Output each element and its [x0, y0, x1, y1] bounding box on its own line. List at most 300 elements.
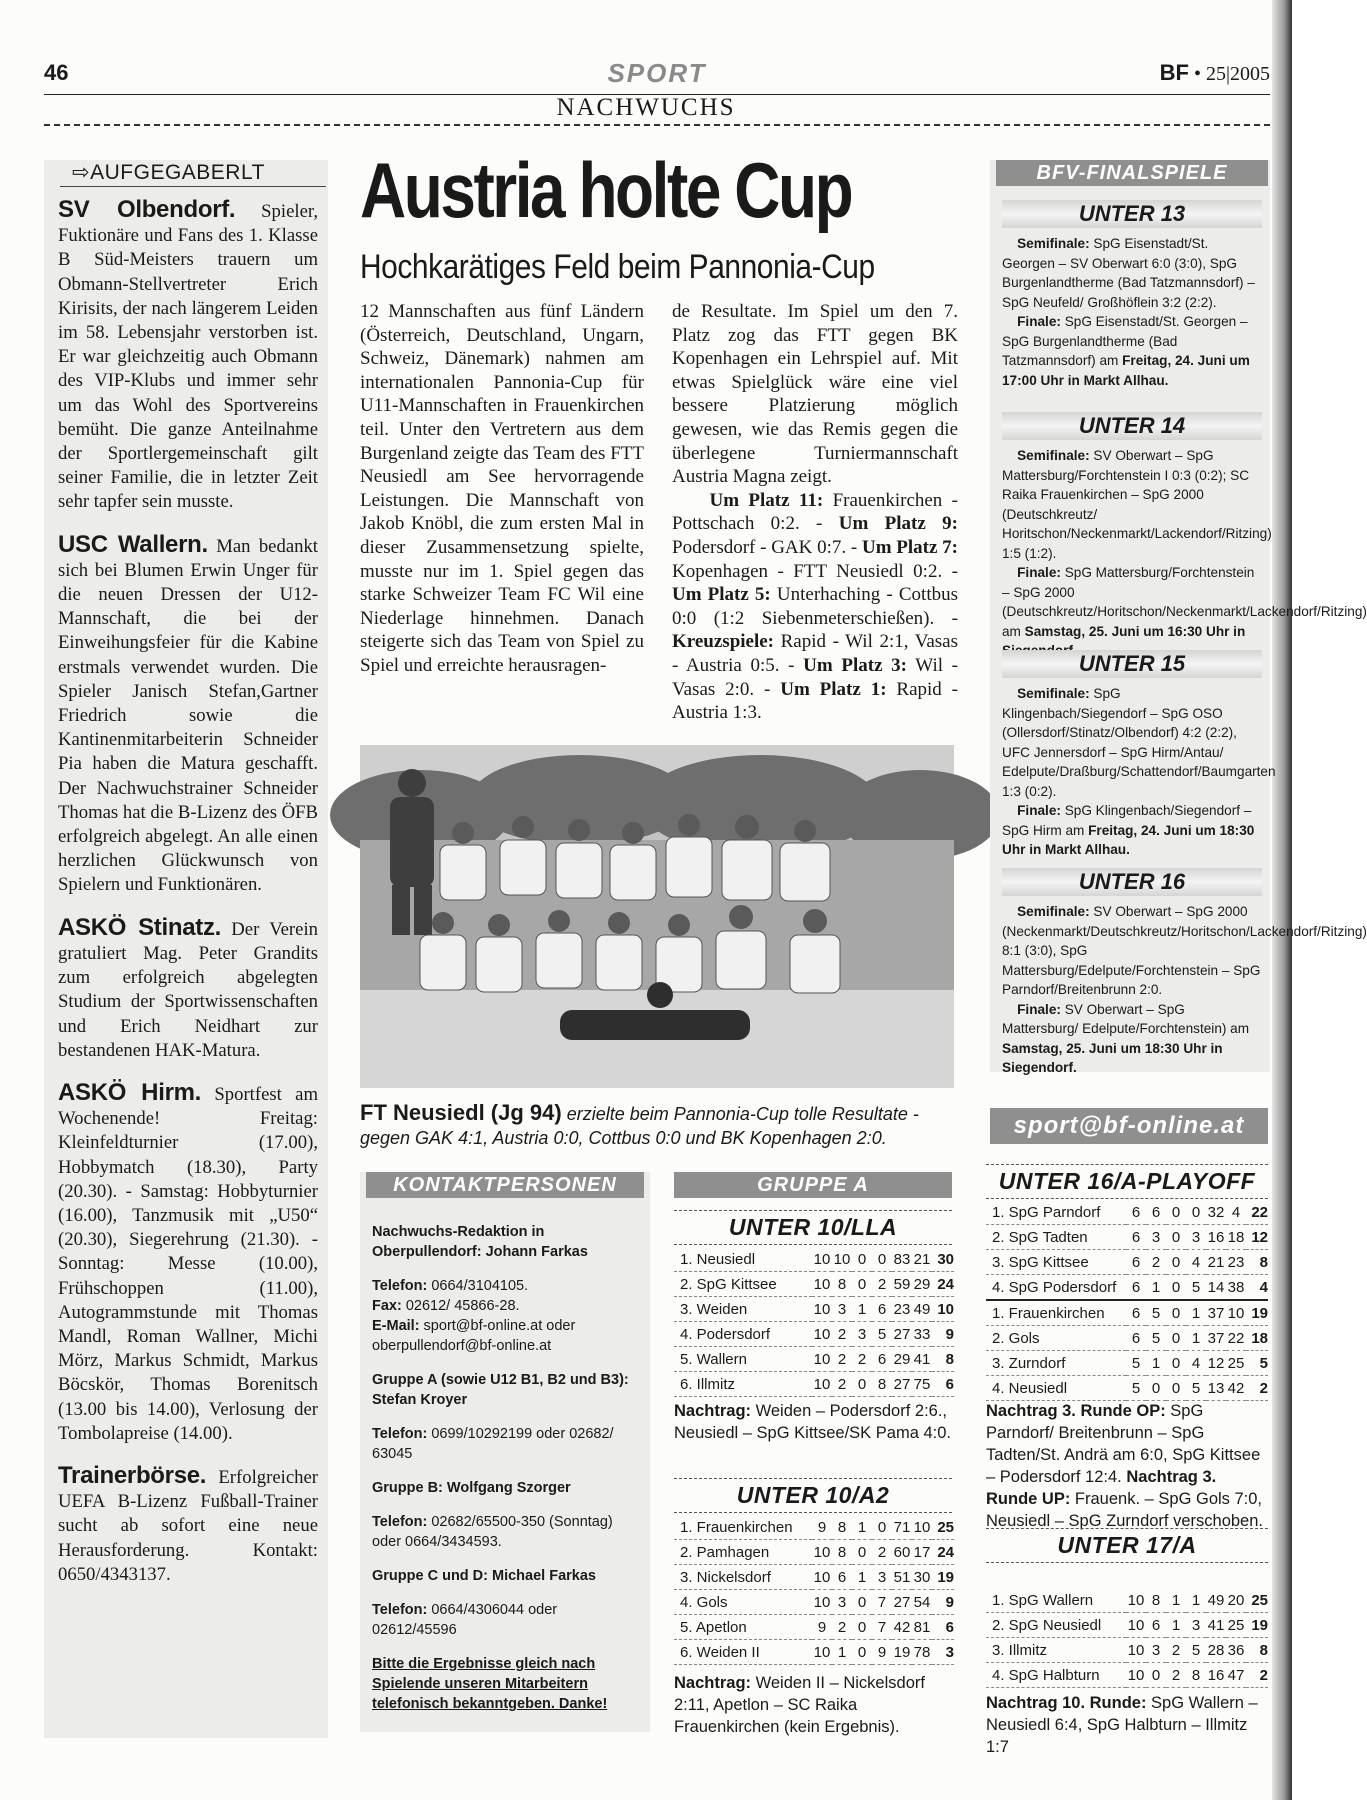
contact-block [372, 1600, 642, 1640]
table-row [674, 1372, 954, 1397]
stat-cell: 23 [892, 1297, 912, 1322]
u10lla-table [674, 1247, 954, 1397]
stat-cell: 8 [832, 1272, 852, 1297]
contact-value: 0664/3104105. [427, 1278, 529, 1294]
points-cell: 6 [932, 1372, 954, 1397]
points-cell: 19 [1246, 1613, 1268, 1638]
column-title-rule [60, 186, 326, 187]
final-date: Samstag, 25. Juni um 16:30 Uhr in [1024, 623, 1246, 639]
playoff-table [986, 1200, 1268, 1401]
stat-cell: 41 [912, 1347, 932, 1372]
table-row [674, 1540, 954, 1565]
team-name: 1. SpG Wallern [986, 1588, 1126, 1613]
stat-cell: 38 [1226, 1275, 1246, 1301]
news-item [58, 1079, 318, 1446]
note-label: Nachtrag 3. Runde OP: [986, 1402, 1166, 1420]
stat-cell: 6 [1126, 1200, 1146, 1225]
table-row [674, 1247, 954, 1272]
stat-cell: 2 [832, 1615, 852, 1640]
team-name: 4. Neusiedl [986, 1376, 1126, 1401]
semi-text: SV Oberwart – SpG 2000 (Neckenmarkt/Deutschkreutz/Horitschon/Lackendorf/Ritzing) 8:1 (3:0), SpG Mattersburg/Edelpute/Forchtenstein – SpG Parndorf/Breitenbrunn 2:0. [1002, 904, 1367, 997]
stat-cell: 0 [852, 1272, 872, 1297]
points-cell: 8 [932, 1347, 954, 1372]
semi-text: SpG Klingenbach/Siegendorf – SpG OSO (Ollersdorf/Stinatz/Olbendorf) 4:2 (2:2), UFC Jennersdorf – SpG Hirm/Antau/ Edelpute/Draßburg/Schattendorf/Baumgarten 1:3 (0:2). [1002, 686, 1276, 799]
table-row [986, 1200, 1268, 1225]
stat-cell: 10 [1126, 1663, 1146, 1688]
stat-cell: 0 [1166, 1250, 1186, 1275]
result-label: Um Platz 9: [838, 513, 958, 535]
stat-cell: 10 [812, 1322, 832, 1347]
stat-cell: 0 [1166, 1300, 1186, 1326]
stat-cell: 3 [1146, 1638, 1166, 1663]
stat-cell: 1 [1146, 1275, 1166, 1301]
stat-cell: 0 [1186, 1200, 1206, 1225]
stat-cell: 10 [812, 1540, 832, 1565]
stat-cell: 6 [832, 1565, 852, 1590]
stat-cell: 78 [912, 1640, 932, 1665]
table-row [986, 1376, 1268, 1401]
stat-cell: 3 [1186, 1613, 1206, 1638]
points-cell: 25 [932, 1515, 954, 1540]
team-name: 4. Gols [674, 1590, 812, 1615]
stat-cell: 5 [1146, 1326, 1166, 1351]
stat-cell: 21 [1206, 1250, 1226, 1275]
semi-label: Semifinale: [1017, 448, 1090, 463]
news-item-text: Man bedankt sich bei Blumen Erwin Unger für die neuen Dressen der U12-Mannschaft, die bei der Einweihungsfeier für die Kabine erstmals verwendet wurden. Die Spieler Janisch Stefan,Gartner Friedrich sowie die Kantinenmitarbeiterin Schneider Pia haben die Matura geschafft. Der Nachwuchstrainer Schneider Thomas hat die B-Lizenz des ÖFB erfolgreich abgelegt. An alle einen herzlichen Glückwunsch von Spielern und Funktionären. [58, 535, 319, 896]
stat-cell: 3 [1146, 1225, 1166, 1250]
stat-cell: 2 [852, 1347, 872, 1372]
news-item-text: Spieler, Fuktionäre und Fans des 1. Klasse B Süd-Meisters trauern um Obmann-Stellvertreter Erich Kirisits, der nach längerem Leiden im 58. Lebensjahr verstorben ist. Er war gleichzeitig auch Obmann des VIP-Klubs und immer sehr um das Wohl des Sportvereins bemüht. Die ganze Anteilnahme der Sportlergemeinschaft gilt seiner Familie, die in letzter Zeit sehr tapfer sein musste. [58, 201, 319, 513]
bfv-finals-title: BFV-FINALSPIELE [996, 160, 1268, 186]
result-text: Unterhaching - Cottbus 0:0 (1:2 Siebenmeterschießen). - [672, 584, 958, 629]
points-cell: 30 [932, 1247, 954, 1272]
stat-cell: 20 [1226, 1588, 1246, 1613]
semi-text: SpG Eisenstadt/St. Georgen – SV Oberwart 6:0 (3:0), SpG Burgenlandtherme (Bad Tatzmannsdorf) – SpG Neufeld/ Großhöflein 3:2 (2:2). [1002, 236, 1255, 310]
publication-name: BF [1159, 60, 1189, 85]
points-cell: 18 [1246, 1326, 1268, 1351]
stat-cell: 3 [832, 1590, 852, 1615]
points-cell: 25 [1246, 1588, 1268, 1613]
points-cell: 24 [932, 1540, 954, 1565]
result-label: Kreuzspiele: [672, 631, 775, 653]
table-row [674, 1297, 954, 1322]
page-spine-shadow [1272, 0, 1292, 1800]
team-name: 4. SpG Halbturn [986, 1663, 1126, 1688]
news-item-lead: ASKÖ Stinatz. [58, 913, 222, 941]
result-text: Wil - Vasas 2:0. - [672, 654, 958, 700]
table-row [986, 1300, 1268, 1326]
points-cell: 19 [932, 1565, 954, 1590]
playoff-title: UNTER 16/A-PLAYOFF [998, 1168, 1256, 1194]
stat-cell: 30 [912, 1565, 932, 1590]
table-row [986, 1663, 1268, 1688]
stat-cell: 7 [872, 1590, 892, 1615]
stat-cell: 6 [1146, 1200, 1166, 1225]
divider [674, 1210, 952, 1211]
article-col2-intro: de Resultate. Im Spiel um den 7. Platz zog das FTT gegen BK Kopenhagen ein Lehrspiel auf. Mit etwas Spielglück wäre eine viel bessere Platzierung möglich gewesen, wie das Remis gegen die überlegene Turniermannschaft Austria Magna zeigt. [672, 301, 958, 488]
stat-cell: 47 [1226, 1663, 1246, 1688]
stat-cell: 9 [872, 1640, 892, 1665]
stat-cell: 1 [852, 1515, 872, 1540]
semi-label: Semifinale: [1017, 904, 1090, 919]
stat-cell: 1 [852, 1565, 872, 1590]
contact-value: 0699/10292199 oder 02682/ 63045 [372, 1426, 614, 1462]
stat-cell: 0 [1166, 1275, 1186, 1301]
result-text: Rapid - Wil 2:1, Vasas - Austria 0:5. - [672, 631, 958, 676]
stat-cell: 0 [1166, 1351, 1186, 1376]
playoff-notes [986, 1400, 1270, 1532]
stat-cell: 0 [1146, 1376, 1166, 1401]
points-cell: 4 [1246, 1275, 1268, 1301]
stat-cell: 10 [812, 1272, 832, 1297]
stat-cell: 10 [832, 1247, 852, 1272]
stat-cell: 37 [1206, 1326, 1226, 1351]
table-row [986, 1588, 1268, 1613]
u10a2-title: UNTER 10/A2 [736, 1482, 890, 1508]
stat-cell: 8 [872, 1372, 892, 1397]
stat-cell: 6 [1126, 1275, 1146, 1301]
table-row [986, 1638, 1268, 1663]
issue-info: BF • 25|2005 [1159, 60, 1270, 85]
stat-cell: 71 [892, 1515, 912, 1540]
points-cell: 19 [1246, 1300, 1268, 1326]
table-row [674, 1565, 954, 1590]
divider [986, 1164, 1268, 1165]
stat-cell: 19 [892, 1640, 912, 1665]
table-row [674, 1590, 954, 1615]
stat-cell: 2 [872, 1272, 892, 1297]
caption-text: erzielte beim Pannonia-Cup tolle Resultate - gegen GAK 4:1, Austria 0:0, Cottbus 0:0 und BK Kopenhagen 2:0. [360, 1104, 919, 1148]
note-label: Nachtrag: [674, 1402, 752, 1420]
note-text: SpG Wallern – Neusiedl 6:4, SpG Halbturn – Illmitz 1:7 [986, 1694, 1258, 1756]
article-column-1: 12 Mannschaften aus fünf Ländern (Österreich, Deutschland, Ungarn, Schweiz, Dänemark) nahmen am internationalen Pannonia-Cup für U11-Mannschaften in Frauenkirchen teil. Unter den Vertretern aus dem Burgenland zeigte das Team des FTT Neusiedl am See hervorragende Leistungen. Die Mannschaft von Jakob Knöbl, die zum ersten Mal in dieser Zusammensetzung spielte, musste nur im 1. Spiel gegen das starke Schweizer Team FC Wil eine Niederlage hinnehmen. Danach steigerte sich das Team von Spiel zu Spiel und erreichte herausragen- [360, 301, 644, 676]
news-item [58, 531, 318, 898]
stat-cell: 2 [832, 1372, 852, 1397]
column-title-text: AUFGEGABERLT [90, 161, 265, 184]
contact-label: Telefon: [372, 1602, 428, 1618]
stat-cell: 16 [1206, 1225, 1226, 1250]
stat-cell: 10 [1126, 1638, 1146, 1663]
stat-cell: 16 [1206, 1663, 1226, 1688]
left-column-text [58, 196, 318, 1603]
note-text: Frauenk. – SpG Gols 7:0, Neusiedl – SpG Zurndorf verschoben. [986, 1490, 1263, 1530]
stat-cell: 0 [872, 1247, 892, 1272]
team-name: 5. Apetlon [674, 1615, 812, 1640]
table-row [986, 1326, 1268, 1351]
table-row [674, 1640, 954, 1665]
note-text: Weiden – Podersdorf 2:6., Neusiedl – SpG Kittsee/SK Pama 4:0. [674, 1402, 951, 1442]
stat-cell: 1 [852, 1297, 872, 1322]
table-row [986, 1250, 1268, 1275]
stat-cell: 3 [852, 1322, 872, 1347]
final-text: SpG Mattersburg/Forchtenstein – SpG 2000 (Deutschkreutz/Horitschon/Neckenmarkt/Lackendorf/Ritzing) am [1002, 565, 1367, 639]
contact-block: Gruppe A (sowie U12 B1, B2 und B3): Stefan Kroyer [372, 1372, 629, 1408]
stat-cell: 8 [832, 1515, 852, 1540]
stat-cell: 5 [1186, 1376, 1206, 1401]
contact-label: Fax: [372, 1298, 402, 1314]
result-label: Um Platz 1: [780, 678, 887, 700]
result-text: Podersdorf - GAK 0:7. - [672, 536, 862, 558]
stat-cell: 10 [812, 1640, 832, 1665]
points-cell: 9 [932, 1322, 954, 1347]
contact-label: Telefon: [372, 1278, 428, 1294]
stat-cell: 59 [892, 1272, 912, 1297]
stat-cell: 6 [872, 1347, 892, 1372]
table-row [986, 1225, 1268, 1250]
stat-cell: 83 [892, 1247, 912, 1272]
semi-text: SV Oberwart – SpG Mattersburg/Forchtenstein I 0:3 (0:2); SC Raika Frauenkirchen – SpG 2000 (Deutschkreutz/ Horitschon/Neckenmarkt/Lackendorf/Ritzing) 1:5 (1:2). [1002, 448, 1272, 561]
stat-cell: 1 [1186, 1326, 1206, 1351]
subsection-title: NACHWUCHS [556, 94, 736, 121]
stat-cell: 0 [1166, 1326, 1186, 1351]
final-text: SpG Klingenbach/Siegendorf – SpG Hirm am [1002, 803, 1252, 838]
subheadline: Hochkarätiges Feld beim Pannonia-Cup [360, 248, 875, 286]
stat-cell: 2 [1146, 1250, 1166, 1275]
contact-value: 02682/65500-350 (Sonntag) oder 0664/3434593. [372, 1514, 613, 1550]
stat-cell: 5 [1126, 1351, 1146, 1376]
contacts-box-title: KONTAKTPERSONEN [366, 1172, 644, 1198]
stat-cell: 10 [812, 1297, 832, 1322]
stat-cell: 1 [832, 1640, 852, 1665]
stat-cell: 3 [872, 1565, 892, 1590]
final-text: SV Oberwart – SpG Mattersburg/ Edelpute/Forchtenstein) am [1002, 1001, 1250, 1036]
news-item-lead: SV Olbendorf. [58, 196, 236, 223]
u10a2-note [674, 1672, 956, 1738]
note-text: SpG Parndorf/ Breitenbrunn – SpG Tadten/St. Andrä am 6:0, SpG Kittsee – Podersdorf 12:4. [986, 1402, 1261, 1486]
stat-cell: 5 [872, 1322, 892, 1347]
team-name: 5. Wallern [674, 1347, 812, 1372]
stat-cell: 81 [912, 1615, 932, 1640]
stat-cell: 10 [812, 1590, 832, 1615]
caption-team: FT Neusiedl (Jg 94) [360, 1100, 562, 1125]
table-row [986, 1351, 1268, 1376]
bfv-section-title: UNTER 13 [1002, 200, 1262, 228]
stat-cell: 10 [812, 1372, 832, 1397]
divider [674, 1512, 952, 1513]
stat-cell: 51 [892, 1565, 912, 1590]
stat-cell: 0 [852, 1615, 872, 1640]
stat-cell: 5 [1186, 1275, 1206, 1301]
stat-cell: 29 [892, 1347, 912, 1372]
email-banner[interactable]: sport@bf-online.at [990, 1108, 1268, 1144]
bfv-section-title: UNTER 16 [1002, 868, 1262, 896]
photo-caption [360, 1100, 960, 1150]
news-item [58, 1462, 318, 1587]
stat-cell: 12 [1206, 1351, 1226, 1376]
contact-block: Gruppe B: Wolfgang Szorger [372, 1480, 571, 1496]
points-cell: 6 [932, 1615, 954, 1640]
stat-cell: 4 [1186, 1250, 1206, 1275]
page-number: 46 [44, 60, 69, 85]
u17a-note [986, 1692, 1270, 1758]
note-label: Nachtrag: [674, 1674, 752, 1692]
news-item-text: Der Verein gratuliert Mag. Peter Grandits zum erfolgreich abgelegten Studium der Sportwissenschaften und Erich Neidhart zur bestandenen HAK-Matura. [58, 918, 318, 1061]
stat-cell: 2 [1166, 1638, 1186, 1663]
u17a-title: UNTER 17/A [1057, 1532, 1197, 1558]
result-text: Kopenhagen - FTT Neusiedl 0:2. - [672, 560, 958, 582]
news-item-lead: ASKÖ Hirm. [58, 1078, 202, 1106]
result-label: Um Platz 3: [803, 654, 907, 676]
team-name: 1. Frauenkirchen [674, 1515, 812, 1540]
contact-block [372, 1276, 642, 1356]
final-date: Freitag, 24. Juni um 17:00 Uhr in Markt Allhau. [1002, 353, 1250, 388]
stat-cell: 3 [832, 1297, 852, 1322]
u10lla-note [674, 1400, 956, 1444]
stat-cell: 3 [1186, 1225, 1206, 1250]
stat-cell: 42 [1226, 1376, 1246, 1401]
final-date: Samstag, 25. Juni um 18:30 Uhr in Siegendorf. [1002, 1040, 1223, 1075]
team-name: 3. Nickelsdorf [674, 1565, 812, 1590]
contact-block: Gruppe C und D: Michael Farkas [372, 1568, 596, 1584]
stat-cell: 13 [1206, 1376, 1226, 1401]
contact-block [372, 1512, 642, 1552]
points-cell: 24 [932, 1272, 954, 1297]
stat-cell: 25 [1226, 1351, 1246, 1376]
contact-label: E-Mail: [372, 1318, 420, 1334]
stat-cell: 5 [1146, 1300, 1166, 1326]
final-label: Finale: [1017, 565, 1061, 580]
divider [986, 1528, 1268, 1529]
gruppe-a-title: GRUPPE A [674, 1172, 952, 1198]
stat-cell: 7 [872, 1615, 892, 1640]
stat-cell: 1 [1186, 1588, 1206, 1613]
note-text: Weiden II – Nickelsdorf 2:11, Apetlon – SC Raika Frauenkirchen (kein Ergebnis). [674, 1674, 925, 1736]
divider [674, 1244, 952, 1245]
issue-number: 25|2005 [1205, 63, 1270, 85]
article-column-2 [672, 300, 958, 725]
points-cell: 3 [932, 1640, 954, 1665]
stat-cell: 10 [1126, 1613, 1146, 1638]
team-name: 2. SpG Tadten [986, 1225, 1126, 1250]
stat-cell: 6 [872, 1297, 892, 1322]
stat-cell: 75 [912, 1372, 932, 1397]
contact-footer-text: Bitte die Ergebnisse gleich nach Spielende unseren Mitarbeitern telefonisch bekanntgeben. Danke! [372, 1656, 608, 1712]
contact-value: 0664/4306044 oder 02612/45596 [372, 1602, 558, 1638]
table-row [674, 1322, 954, 1347]
team-name: 1. Neusiedl [674, 1247, 812, 1272]
stat-cell: 1 [1146, 1351, 1166, 1376]
points-cell: 8 [1246, 1638, 1268, 1663]
team-name: 1. SpG Parndorf [986, 1200, 1126, 1225]
stat-cell: 25 [1226, 1613, 1246, 1638]
team-name: 2. SpG Kittsee [674, 1272, 812, 1297]
stat-cell: 0 [1166, 1200, 1186, 1225]
points-cell: 2 [1246, 1376, 1268, 1401]
stat-cell: 0 [872, 1515, 892, 1540]
divider [674, 1478, 952, 1479]
stat-cell: 1 [1186, 1300, 1206, 1326]
divider [986, 1562, 1268, 1563]
stat-cell: 9 [812, 1615, 832, 1640]
final-date: Freitag, 24. Juni um 18:30 Uhr in Markt Allhau. [1002, 822, 1255, 857]
contact-label: Telefon: [372, 1426, 428, 1442]
stat-cell: 0 [1166, 1225, 1186, 1250]
bfv-section-title: UNTER 15 [1002, 650, 1262, 678]
arrow-right-icon: ⇨ [72, 161, 91, 184]
stat-cell: 21 [912, 1247, 932, 1272]
points-cell: 10 [932, 1297, 954, 1322]
stat-cell: 6 [1126, 1250, 1146, 1275]
stat-cell: 27 [892, 1590, 912, 1615]
table-row [674, 1272, 954, 1297]
table-row [674, 1615, 954, 1640]
stat-cell: 8 [832, 1540, 852, 1565]
points-cell: 22 [1246, 1200, 1268, 1225]
contact-value: sport@bf-online.at oder oberpullendorf@bf-online.at [372, 1318, 576, 1354]
final-text: SpG Eisenstadt/St. Georgen – SpG Burgenlandtherme (Bad Tatzmannsdorf) am [1002, 314, 1248, 368]
stat-cell: 5 [1126, 1376, 1146, 1401]
contacts-list [372, 1222, 642, 1728]
page-header [44, 58, 1270, 94]
team-name: 3. Zurndorf [986, 1351, 1126, 1376]
points-cell: 8 [1246, 1250, 1268, 1275]
team-name: 1. Frauenkirchen [986, 1300, 1126, 1326]
result-label: Um Platz 5: [672, 584, 771, 606]
points-cell: 9 [932, 1590, 954, 1615]
news-item [58, 914, 318, 1063]
table-row [986, 1613, 1268, 1638]
note-label: Nachtrag 3. Runde UP: [986, 1468, 1217, 1508]
stat-cell: 32 [1206, 1200, 1226, 1225]
stat-cell: 4 [1186, 1351, 1206, 1376]
u17a-table [986, 1588, 1268, 1688]
stat-cell: 49 [1206, 1588, 1226, 1613]
result-text: Frauenkirchen - Pottschach 0:2. - [672, 489, 959, 535]
contact-block: Nachwuchs-Redaktion in Oberpullendorf: Johann Farkas [372, 1224, 588, 1260]
stat-cell: 10 [812, 1247, 832, 1272]
team-name: 3. Illmitz [986, 1638, 1126, 1663]
stat-cell: 37 [1206, 1300, 1226, 1326]
stat-cell: 9 [812, 1515, 832, 1540]
stat-cell: 8 [1186, 1663, 1206, 1688]
points-cell: 2 [1246, 1663, 1268, 1688]
table-row [674, 1347, 954, 1372]
stat-cell: 5 [1186, 1638, 1206, 1663]
table-row [674, 1515, 954, 1540]
contact-value: 02612/ 45866-28. [401, 1298, 520, 1314]
stat-cell: 0 [1146, 1663, 1166, 1688]
stat-cell: 10 [812, 1347, 832, 1372]
stat-cell: 0 [852, 1590, 872, 1615]
stat-cell: 27 [892, 1372, 912, 1397]
stat-cell: 41 [1206, 1613, 1226, 1638]
semi-label: Semifinale: [1017, 686, 1090, 701]
note-label: Nachtrag 10. Runde: [986, 1694, 1147, 1712]
stat-cell: 10 [1226, 1300, 1246, 1326]
stat-cell: 0 [852, 1640, 872, 1665]
bfv-section-text [1002, 446, 1367, 661]
divider [986, 1198, 1268, 1199]
final-label: Finale: [1017, 314, 1061, 329]
stat-cell: 6 [1146, 1613, 1166, 1638]
points-cell: 12 [1246, 1225, 1268, 1250]
bfv-section-text [1002, 902, 1367, 1078]
semi-label: Semifinale: [1017, 236, 1090, 251]
column-title [72, 160, 265, 185]
headline: Austria holte Cup [360, 146, 852, 234]
team-name: 2. Pamhagen [674, 1540, 812, 1565]
table-row [986, 1275, 1268, 1301]
news-item [58, 196, 318, 515]
team-name: 3. SpG Kittsee [986, 1250, 1126, 1275]
stat-cell: 4 [1226, 1200, 1246, 1225]
stat-cell: 0 [852, 1372, 872, 1397]
stat-cell: 2 [872, 1540, 892, 1565]
team-name: 3. Weiden [674, 1297, 812, 1322]
team-name: 2. Gols [986, 1326, 1126, 1351]
stat-cell: 10 [912, 1515, 932, 1540]
stat-cell: 2 [832, 1347, 852, 1372]
